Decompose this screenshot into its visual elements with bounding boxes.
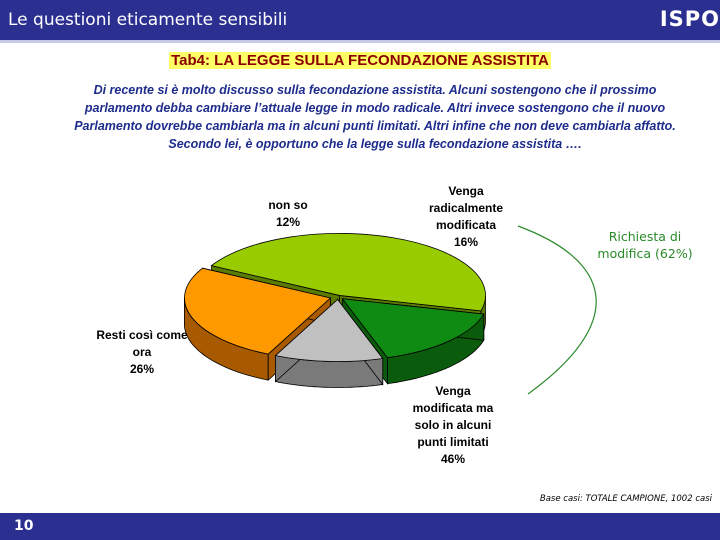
slice-label-line: Resti così come bbox=[96, 328, 188, 342]
annotation-line: Richiesta di bbox=[608, 229, 682, 244]
slice-label-percent: 12% bbox=[275, 215, 301, 229]
modification-annotation bbox=[590, 228, 700, 262]
question-line: Secondo lei, è opportuno che la legge sulla fecondazione assistita …. bbox=[168, 137, 582, 151]
slice-label-line: non so bbox=[268, 198, 308, 212]
slice-label-line: Venga bbox=[435, 384, 471, 398]
slice-label-line: modificata bbox=[435, 218, 496, 232]
slide-footer bbox=[0, 513, 720, 540]
modification-bracket bbox=[518, 226, 596, 394]
slice-label-line: modificata ma bbox=[412, 401, 494, 415]
pie-slices bbox=[184, 233, 485, 387]
slice-label-line: solo in alcuni bbox=[414, 418, 492, 432]
slice-label-limited bbox=[400, 383, 506, 468]
slice-label-unchanged bbox=[88, 327, 196, 378]
page-number: 10 bbox=[14, 518, 34, 534]
base-note: Base casi: TOTALE CAMPIONE, 1002 casi bbox=[539, 494, 712, 504]
slice-label-percent: 46% bbox=[440, 452, 466, 466]
table-title-text: Tab4: LA LEGGE SULLA FECONDAZIONE ASSISTITA bbox=[171, 52, 549, 69]
slice-label-line: ora bbox=[132, 345, 152, 359]
slice-label-line: punti limitati bbox=[417, 435, 489, 449]
header-title: Le questioni eticamente sensibili bbox=[8, 10, 288, 30]
slice-label-dontknow bbox=[250, 197, 326, 231]
question-line: Di recente si è molto discusso sulla fecondazione assistita. Alcuni sostengono che il prossimo bbox=[93, 83, 657, 97]
question-line: Parlamento dovrebbe cambiarla ma in alcuni punti limitati. Altri infine che non deve cambiarla affatto. bbox=[74, 119, 676, 133]
slice-label-line: Venga bbox=[448, 184, 484, 198]
slice-label-percent: 26% bbox=[129, 362, 155, 376]
ispo-logo: ISPO bbox=[659, 7, 720, 31]
slice-label-percent: 16% bbox=[453, 235, 479, 249]
slice-label-radical bbox=[410, 183, 522, 251]
slice-label-line: radicalmente bbox=[428, 201, 504, 215]
question-line: parlamento debba cambiare l’attuale legge in modo radicale. Altri invece sostengono che il nuovo bbox=[84, 101, 666, 115]
annotation-line: modifica (62%) bbox=[597, 246, 693, 261]
